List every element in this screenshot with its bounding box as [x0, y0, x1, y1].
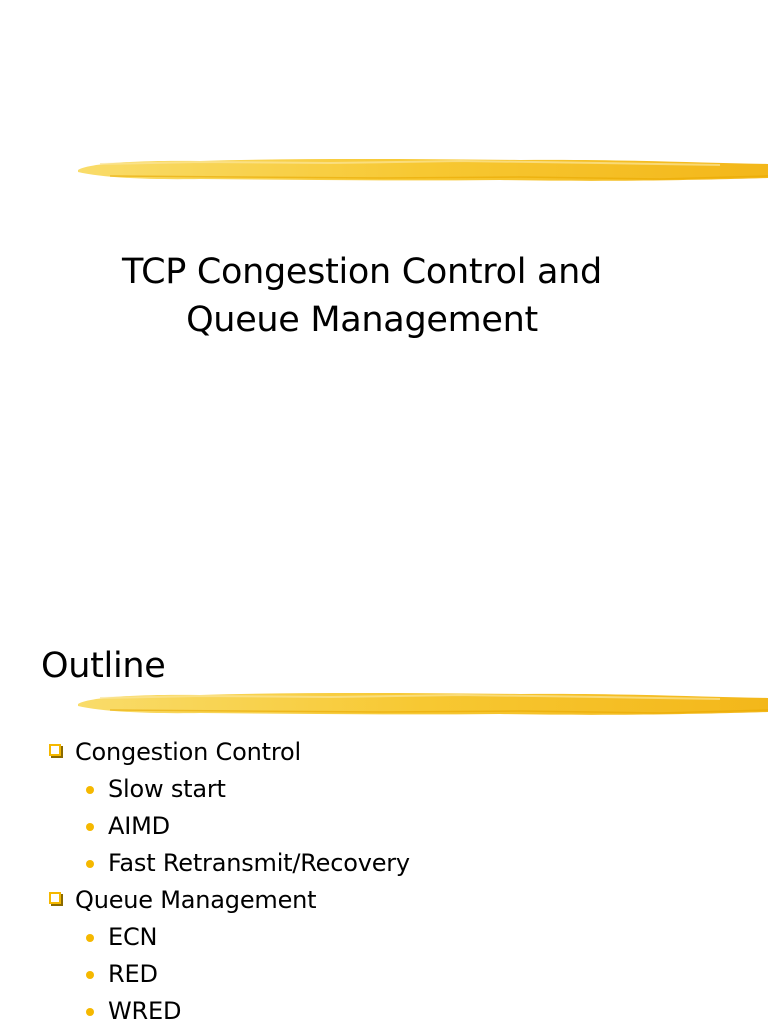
list-item	[0, 919, 768, 956]
dot-bullet-icon	[86, 971, 94, 979]
list-item	[0, 808, 768, 845]
list-item-text: Fast Retransmit/Recovery	[108, 849, 410, 877]
dot-bullet-icon	[86, 786, 94, 794]
list-item-text: ECN	[108, 923, 158, 951]
list-item-text: Queue Management	[75, 886, 317, 914]
list-item	[0, 993, 768, 1024]
slide-heading: Outline	[41, 646, 166, 686]
list-item	[0, 771, 768, 808]
dot-bullet-icon	[86, 1008, 94, 1016]
list-item-text: Congestion Control	[75, 738, 301, 766]
title-line-2: Queue Management	[186, 300, 538, 340]
hollow-square-bullet-icon	[49, 892, 61, 904]
outline-slide	[0, 600, 768, 1024]
presentation-title	[0, 248, 724, 344]
highlighter-stroke-decoration	[0, 150, 768, 190]
list-item-text: RED	[108, 960, 158, 988]
outline-list	[0, 734, 768, 1024]
highlighter-stroke-decoration	[0, 684, 768, 724]
list-item	[0, 956, 768, 993]
list-item-text: WRED	[108, 997, 182, 1024]
list-item	[0, 882, 768, 919]
list-item	[0, 734, 768, 771]
list-item	[0, 845, 768, 882]
dot-bullet-icon	[86, 934, 94, 942]
dot-bullet-icon	[86, 823, 94, 831]
dot-bullet-icon	[86, 860, 94, 868]
title-line-1: TCP Congestion Control and	[122, 252, 602, 292]
hollow-square-bullet-icon	[49, 744, 61, 756]
list-item-text: Slow start	[108, 775, 226, 803]
list-item-text: AIMD	[108, 812, 170, 840]
